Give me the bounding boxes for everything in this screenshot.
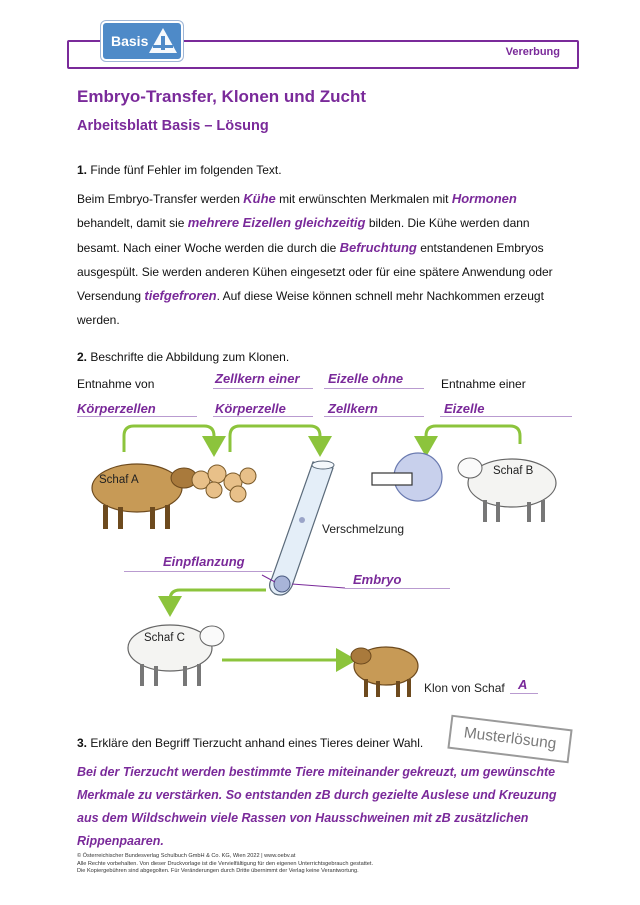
label-eizelle: Eizelle (444, 401, 485, 416)
label-klon-answer: A (518, 677, 528, 692)
embryo-pointer (292, 584, 345, 588)
label-koerperzelle: Körperzelle (215, 401, 286, 416)
page-title: Embryo-Transfer, Klonen und Zucht (77, 87, 367, 106)
logo-text: Basis (111, 33, 149, 49)
answer-word: Hormonen (451, 191, 517, 206)
arrow-embryo-to-c (170, 590, 266, 608)
clone-sheep-illustration (351, 647, 418, 697)
label-koerperzellen: Körperzellen (77, 401, 156, 416)
task2-number: 2. (77, 350, 88, 364)
task1-prompt: Finde fünf Fehler im folgenden Text. (90, 163, 282, 177)
answer-word: tiefgefroren (144, 288, 217, 304)
task3-heading (77, 736, 423, 750)
footer-line: Die Kopiergebühren sind abgegolten. Für Veränderungen durch Dritte übernimmt der Verlag keine Verantwortung. (77, 868, 359, 874)
text-segment: bilden. Die Kühe werden dann besamt. Nach einer Woche werden die durch die (77, 216, 530, 255)
answer-line (440, 416, 572, 417)
answer-line (213, 388, 313, 389)
label-schaf-a: Schaf A (99, 474, 139, 486)
arrow-a-to-cells (124, 426, 214, 452)
label-schaf-c: Schaf C (144, 632, 185, 644)
answer-line (77, 416, 197, 417)
answer-line (324, 388, 424, 389)
label-zellkern-einer: Zellkern einer (215, 371, 300, 386)
label-entnahme-einer: Entnahme einer (441, 377, 526, 391)
label-entnahme-von: Entnahme von (77, 377, 155, 391)
stamp-musterloesung: Musterlösung (447, 715, 572, 764)
topic-label: Vererbung (505, 46, 560, 58)
label-verschmelzung: Verschmelzung (322, 522, 405, 536)
answer-word: Befruchtung (339, 239, 417, 255)
arrow-nucleus-to-tube (230, 426, 320, 452)
task3-answer: Bei der Tierzucht werden bestimmte Tiere miteinander gekreuzt, um gewünschte Merkmale zu verstärken. So entstanden zB durch gezielte Auslese und Kreuzung aus dem Wildschwein viele Rassen von Hausschweinen mit zB zusätzlichen Rippenpaaren. (77, 765, 557, 848)
task1-number: 1. (77, 163, 88, 177)
text-segment: mit erwünschten Merkmalen mit (275, 192, 452, 206)
text-segment: entstandenen Embryos ausgespült. Sie werden anderen Kühen eingesetzt oder für eine spätere Anwendung oder Versendung (77, 240, 553, 304)
text-segment: . Auf diese Weise können schnell mehr Nachkommen erzeugt werden. (77, 289, 544, 328)
footer-line: © Österreichischer Bundesverlag Schulbuch GmbH & Co. KG, Wien 2022 | www.oebv.at (77, 853, 296, 859)
answer-line (345, 588, 450, 589)
arrow-b-to-egg (426, 426, 520, 448)
answer-word: Kühe (243, 191, 276, 206)
label-schaf-b: Schaf B (493, 465, 534, 477)
text-segment: Beim Embryo-Transfer werden (77, 192, 244, 206)
footer-line: Alle Rechte vorbehalten. Von dieser Druckvorlage ist die Vervielfältigung für den eigenen Unterrichtsgebrauch gestattet. (77, 860, 374, 867)
answer-word: mehrere Eizellen gleichzeitig (187, 215, 366, 231)
answer-line (124, 571, 272, 572)
page-subtitle: Arbeitsblatt Basis – Lösung (77, 118, 269, 134)
footer-copyright (77, 853, 547, 876)
text-segment: behandelt, damit sie (77, 216, 188, 231)
body-cells-illustration (192, 465, 256, 502)
label-zellkern: Zellkern (328, 401, 378, 416)
task3-number: 3. (77, 736, 88, 750)
task3-prompt: Erkläre den Begriff Tierzucht anhand eines Tieres deiner Wahl. (90, 736, 424, 750)
answer-line (510, 693, 538, 694)
label-klon-von-schaf: Klon von Schaf (424, 681, 505, 695)
egg-cell-illustration (372, 453, 442, 501)
answer-line (213, 416, 313, 417)
task2-prompt: Beschrifte die Abbildung zum Klonen. (90, 350, 290, 364)
label-embryo: Embryo (353, 572, 402, 587)
answer-line (324, 416, 424, 417)
label-eizelle-ohne: Eizelle ohne (328, 371, 404, 386)
label-einpflanzung: Einpflanzung (163, 554, 245, 569)
